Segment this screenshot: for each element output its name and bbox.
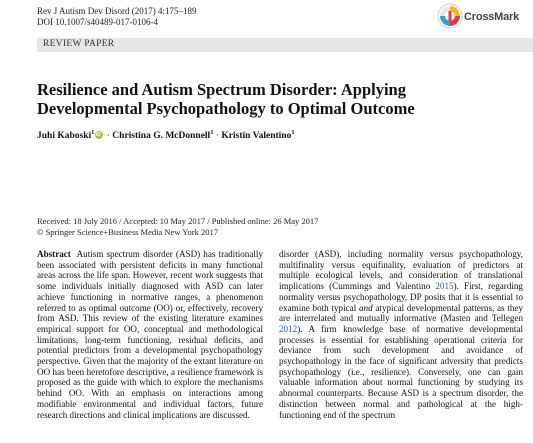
crossmark-icon xyxy=(437,3,463,29)
article-type: REVIEW PAPER xyxy=(43,39,115,49)
title-line-2: Developmental Psychopathology to Optimal Outcome xyxy=(37,99,415,118)
history-dates: Received: 18 July 2016 / Accepted: 10 May 2017 / Published online: 26 May 2017 xyxy=(37,216,319,226)
journal-citation: Rev J Autism Dev Disord (2017) 4:175–189 xyxy=(37,6,197,16)
article-title xyxy=(37,80,497,118)
body-text: ). First, regarding normality versus psychopathology, DP posits that it is essential to examine both typical xyxy=(279,281,523,313)
author-name[interactable]: Kristin Valentino xyxy=(221,131,292,141)
emphasis: and xyxy=(358,302,373,313)
body-text: ). A firm knowledge base of normative developmental processes is essential for establishing operational criteria for deviance from such development and avoidance of psychopathology in the face of significant adversity that predicts psychopathology (i.e., resilience). Conversely, one can gain valuable information about normal functioning by studying its abnormal counterparts. Because ASD is a spectrum disorder, the distinction between normal and pathological at the high-functioning end of the spectrum xyxy=(279,323,523,420)
journal-doi: DOI 10.1007/s40489-017-0106-4 xyxy=(37,17,158,27)
citation-link[interactable]: 2012 xyxy=(279,323,298,334)
article-type-band xyxy=(37,38,533,52)
author-separator: · xyxy=(215,131,219,141)
publication-dates xyxy=(37,216,318,237)
journal-header xyxy=(37,6,197,28)
affiliation-marker: 1 xyxy=(210,129,214,136)
abstract-text: Autism spectrum disorder (ASD) has traditionally been associated with persistent deficits in many functional areas across the life span. However, recent work suggests that some individuals initially diagnosed with ASD can later achieve functioning in normative ranges, a phenomenon referred to as optimal outcome (OO) or, effectively, recovery from ASD. This review of the existing literature examines empirical support for OO, conceptual and methodological limitations, long-term functioning, residual deficits, and potential predictors from a developmental psychopathology perspective. Given that the majority of the extant literature on OO has been heretofore descriptive, a resilience framework is proposed as the guide with which to explore the mechanisms behind OO. With an emphasis on interactions among modifiable environmental and individual factors, future research directions and clinical implications are discussed. xyxy=(37,249,263,420)
body-text: disorder (ASD), including normality versus psychopathology, multifinality versus equifinality, evaluation of predictors at multiple ecological levels, and consideration of translational implications (Cummings and Valentino xyxy=(279,249,523,292)
crossmark-label: CrossMark xyxy=(464,11,520,23)
copyright: © Springer Science+Business Media New York 2017 xyxy=(37,226,218,237)
author-name[interactable]: Christina G. McDonnell xyxy=(112,131,211,141)
body-text: atypical developmental patterns, as they are interrelated and mutually informative (Masten and Tellegen xyxy=(279,302,523,324)
title-line-1: Resilience and Autism Spectrum Disorder: Applying xyxy=(37,80,406,99)
body-paragraph xyxy=(279,249,523,420)
author-separator: · xyxy=(106,131,110,141)
abstract-heading: Abstract xyxy=(37,249,71,259)
affiliation-marker: 1 xyxy=(291,129,295,136)
crossmark-badge[interactable] xyxy=(437,3,529,31)
abstract xyxy=(37,249,263,420)
citation-link[interactable]: 2015 xyxy=(435,281,454,292)
author-list xyxy=(37,129,295,141)
author-name[interactable]: Juhi Kaboski xyxy=(37,131,92,141)
affiliation-marker: 1 xyxy=(91,129,95,136)
orcid-icon[interactable] xyxy=(95,131,103,139)
body-column xyxy=(279,249,523,420)
abstract-column xyxy=(37,249,263,420)
